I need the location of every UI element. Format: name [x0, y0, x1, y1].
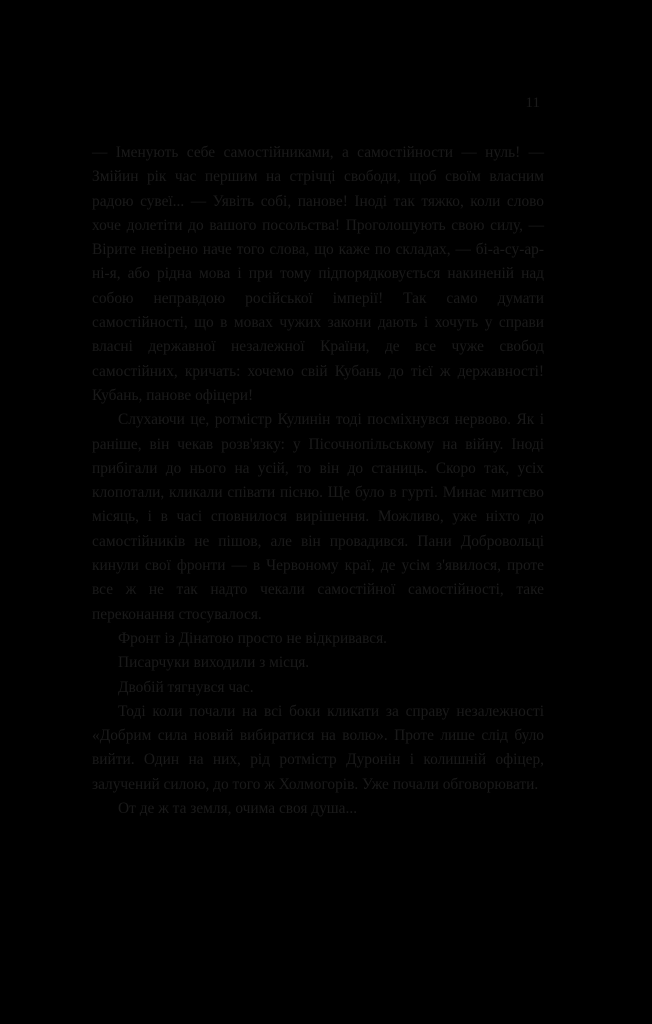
paragraph: Фронт із Дінатою просто не відкривався. [118, 629, 388, 647]
paragraph: Тоді коли почали на всі боки кликати за справу незалежності «Добрим сила новий вибиратися на волю». Проте лише слід було вийти. Один на них, рід ротмістр Дуронін і колишній офіцер, залучений силою, до того ж Холмогорів. Уже почали обговорювати. [92, 702, 544, 793]
paragraph: Двобій тягнувся час. [118, 678, 254, 696]
page-number: 11 [525, 95, 540, 111]
paragraph: От де ж та земля, очима своя душа... [118, 800, 358, 818]
paragraph: Слухаючи це, ротмістр Кулинін тоді посміхнувся нервово. Як і раніше, він чекав розв'язку: у Пісочнопільському на війну. Іноді прибігали до нього на усій, то він до станиць. Скоро так, усіх клопотали, кликали співати пісню. Ще було в гурті. Минає миттєво місяць, і в часі сповнилося вирішення. Можливо, уже ніхто до самостійників не пішов, але він провадився. Пани Добровольці кинули свої фронти — в Червоному краї, де усім з'явилося, проте все ж не так надто чекали самостійної самостійності, таке переконання стосувалося. [92, 411, 544, 623]
paragraph: Писарчуки виходили з місця. [118, 654, 310, 672]
paragraph: — Іменують себе самостійниками, а самостійности — нуль! — Змійин рік час першим на стрічці свободи, щоб своїм власним радою сувеї... — Уявіть собі, панове! Іноді так тяжко, коли слово хоче долетіти до вашого посольства! Проголошують свою силу, — Вірите невірено наче того слова, що каже по складах, — бі-а-су-ар-ні-я, або рідна мова і при тому підпорядковується накиненій над собою неправдою російської імперії! Так само думати самостійності, що в мовах чужих закони дають і хочуть у справи власні державної незалежної Країни, де все чуже свобод самостійних, кричать: хочемо свій Кубань до тієї ж державності! Кубань, панове офіцери! [92, 144, 544, 404]
body-text [92, 141, 544, 821]
